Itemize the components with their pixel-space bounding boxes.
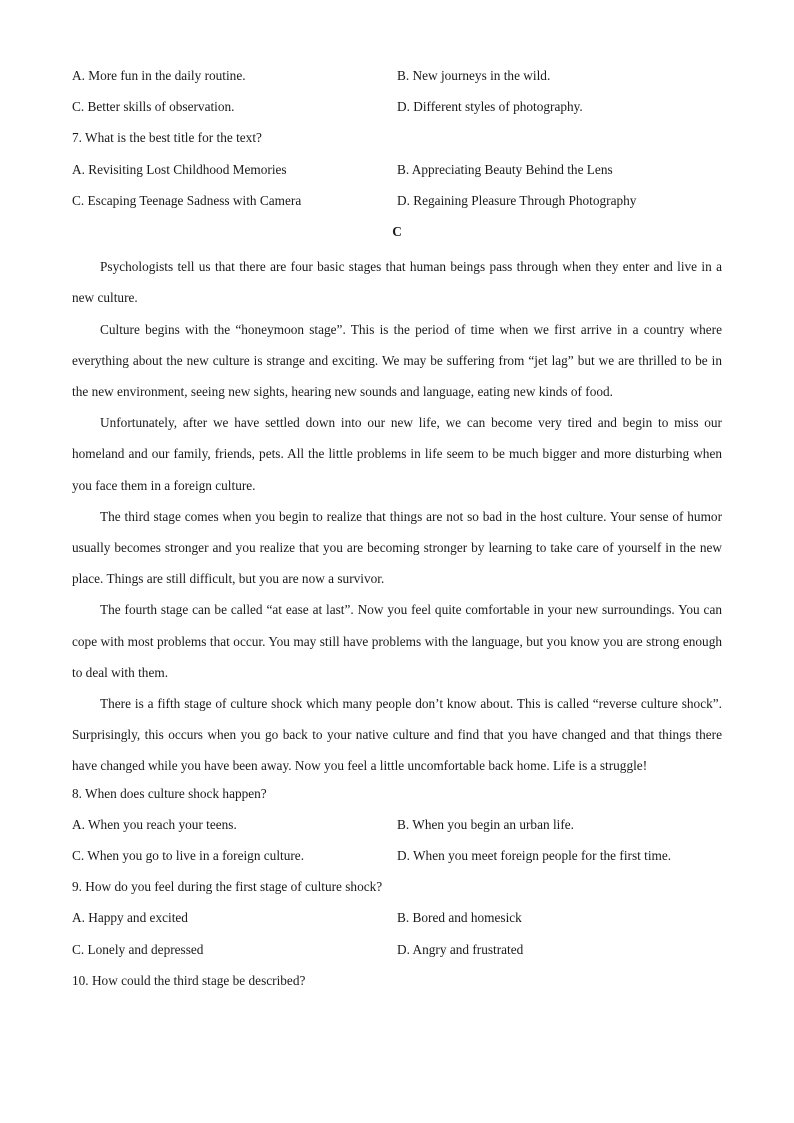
passage-paragraph-3: Unfortunately, after we have settled down into our new life, we can become very tired and begin to miss our homeland and our family, friends, pets. All the little problems in life seem to be much bigger and more disturbing when you face them in a foreign culture. (72, 415, 722, 493)
exam-page (72, 64, 722, 1000)
q8-option-a: A. When you reach your teens. (72, 816, 237, 832)
passage-paragraph-1: Psychologists tell us that there are four basic stages that human beings pass through when they enter and live in a new culture. (72, 259, 722, 306)
section-c-title: C (392, 223, 402, 239)
q7-option-c: C. Escaping Teenage Sadness with Camera (72, 192, 302, 208)
q6-option-a: A. More fun in the daily routine. (72, 68, 246, 83)
q9-options-row-2 (72, 938, 722, 969)
q6-options-row-1 (72, 64, 722, 95)
passage-paragraph-2: Culture begins with the “honeymoon stage”. This is the period of time when we first arrive in a country where everything about the new culture is strange and exciting. We may be suffering from “jet lag” but we are thrilled to be in the new environment, seeing new sights, hearing new sounds and language, eating new kinds of food. (72, 321, 722, 399)
q9-option-d: D. Angry and frustrated (397, 941, 524, 957)
q10-question: 10. How could the third stage be described? (72, 972, 306, 988)
passage-paragraph-5: The fourth stage can be called “at ease at last”. Now you feel quite comfortable in your new surroundings. You can cope with most problems that occur. You may still have problems with the language, but you know you are strong enough to deal with them. (72, 602, 722, 680)
passage-paragraph-6: There is a fifth stage of culture shock which many people don’t know about. This is called “reverse culture shock”. Surprisingly, this occurs when you go back to your native culture and find that you have changed and that things there have changed while you have been away. Now you feel a little uncomfortable back home. Life is a struggle! (72, 695, 722, 774)
q8-option-c: C. When you go to live in a foreign culture. (72, 847, 305, 863)
q8-question: 8. When does culture shock happen? (72, 785, 267, 801)
q7-question: 7. What is the best title for the text? (72, 130, 262, 146)
q9-option-c: C. Lonely and depressed (72, 941, 204, 957)
q9-question: 9. How do you feel during the first stage of culture shock? (72, 879, 383, 895)
q7-options-row-2 (72, 189, 722, 220)
q7-option-b: B. Appreciating Beauty Behind the Lens (397, 161, 613, 177)
q8-option-d: D. When you meet foreign people for the first time. (397, 847, 672, 863)
q8-option-b: B. When you begin an urban life. (397, 816, 575, 832)
q9-options-row-1 (72, 906, 722, 937)
q7-option-d: D. Regaining Pleasure Through Photography (397, 192, 637, 208)
q6-option-d: D. Different styles of photography. (397, 99, 583, 115)
q6-option-c: C. Better skills of observation. (72, 99, 235, 115)
q7-option-a: A. Revisiting Lost Childhood Memories (72, 161, 287, 177)
q8-options-row-1 (72, 813, 722, 844)
passage-paragraph-4: The third stage comes when you begin to realize that things are not so bad in the host culture. Your sense of humor usually becomes stronger and you realize that you are becoming stronger by learning to take care of yourself in the new place. Things are still difficult, but you are now a survivor. (72, 508, 722, 587)
q6-options-row-2 (72, 95, 722, 126)
q6-option-b: B. New journeys in the wild. (397, 68, 551, 83)
q9-option-a: A. Happy and excited (72, 910, 188, 926)
q8-options-row-2 (72, 844, 722, 875)
q9-option-b: B. Bored and homesick (397, 910, 522, 926)
q7-options-row-1 (72, 158, 722, 189)
